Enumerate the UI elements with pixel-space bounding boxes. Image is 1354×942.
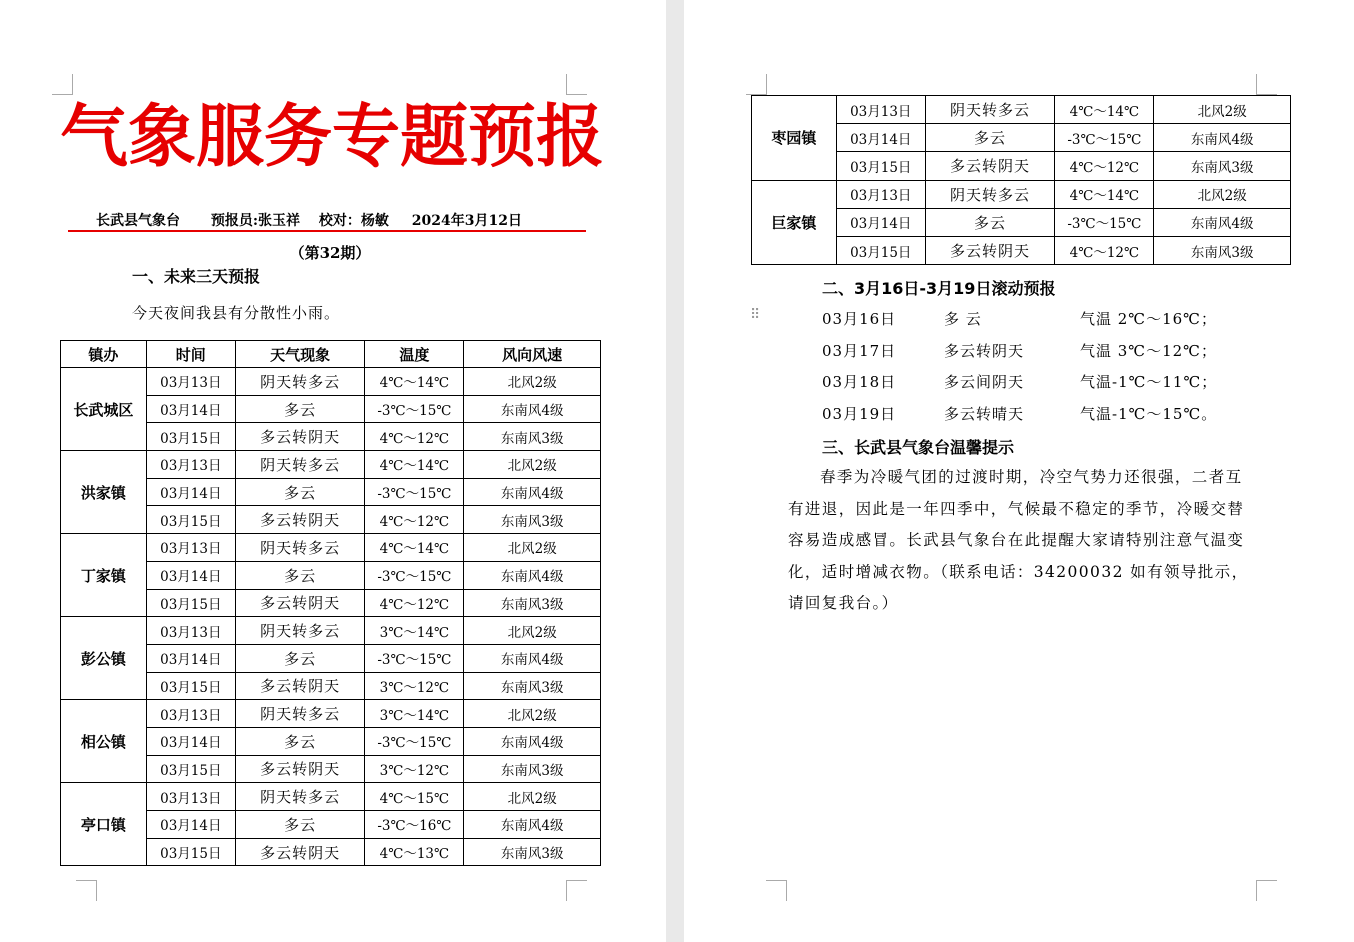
date-cell: 03月14日: [146, 727, 235, 755]
date-cell: 03月13日: [836, 96, 925, 124]
date-cell: 03月14日: [146, 644, 235, 672]
roll-weather: 多云间阴天: [944, 373, 1025, 391]
date-cell: 03月13日: [146, 783, 235, 811]
temperature-cell: -3℃～15℃: [365, 644, 464, 672]
wind-cell: 东南风3级: [464, 506, 601, 534]
weather-cell: 阴天转多云: [235, 451, 365, 479]
issue-date: 2024年3月12日: [411, 213, 522, 229]
town-name: 丁家镇: [61, 534, 147, 617]
wind-cell: 东南风4级: [464, 561, 601, 589]
weather-cell: 多云: [925, 124, 1055, 152]
wind-cell: 东南风4级: [464, 395, 601, 423]
move-handle-icon[interactable]: ⠿: [750, 307, 761, 323]
table-row: [61, 451, 601, 479]
temperature-cell: 3℃～14℃: [365, 700, 464, 728]
weather-cell: 多云: [235, 561, 365, 589]
temperature-cell: 4℃～14℃: [365, 451, 464, 479]
roll-temp: 气温-1℃～11℃；: [1080, 373, 1218, 391]
weather-cell: 多云: [235, 811, 365, 839]
weather-cell: 阴天转多云: [235, 783, 365, 811]
weather-cell: 多云转阴天: [235, 589, 365, 617]
table-row: [61, 700, 601, 728]
wind-cell: 东南风3级: [464, 589, 601, 617]
wind-cell: 北风2级: [464, 783, 601, 811]
weather-cell: 多云: [235, 395, 365, 423]
town-name: 洪家镇: [61, 451, 147, 534]
wind-cell: 北风2级: [464, 534, 601, 562]
wind-cell: 北风2级: [464, 368, 601, 396]
wind-cell: 东南风4级: [464, 644, 601, 672]
weather-cell: 多云: [235, 478, 365, 506]
wind-cell: 东南风4级: [1154, 124, 1291, 152]
date-cell: 03月15日: [146, 589, 235, 617]
temperature-cell: 4℃～14℃: [1055, 96, 1154, 124]
forecast-table: [60, 340, 601, 866]
temperature-cell: -3℃～15℃: [365, 727, 464, 755]
temperature-cell: 4℃～14℃: [1055, 180, 1154, 208]
table-header-row: [61, 341, 601, 368]
wind-cell: 北风2级: [1154, 96, 1291, 124]
column-header: 时间: [146, 341, 235, 368]
temperature-cell: 4℃～12℃: [365, 589, 464, 617]
byline: [70, 210, 586, 230]
wind-cell: 东南风3级: [464, 672, 601, 700]
weather-cell: 阴天转多云: [235, 534, 365, 562]
temperature-cell: -3℃～15℃: [365, 561, 464, 589]
date-cell: 03月14日: [146, 395, 235, 423]
section1-heading: 一、未来三天预报: [132, 267, 261, 286]
date-cell: 03月15日: [146, 506, 235, 534]
weather-cell: 多云: [235, 644, 365, 672]
town-name: 巨家镇: [752, 180, 837, 265]
proofreader: 校对：杨敏: [318, 213, 389, 229]
issue-number: （第32期）: [289, 244, 371, 262]
temperature-cell: -3℃～16℃: [365, 811, 464, 839]
roll-date: 03月19日: [822, 404, 897, 423]
table-row: [752, 96, 1291, 124]
town-name: 彭公镇: [61, 617, 147, 700]
column-header: 风向风速: [464, 341, 601, 368]
date-cell: 03月13日: [146, 451, 235, 479]
temperature-cell: 4℃～12℃: [365, 506, 464, 534]
wind-cell: 北风2级: [464, 451, 601, 479]
date-cell: 03月13日: [146, 368, 235, 396]
station-name: 长武县气象台: [96, 213, 180, 229]
weather-cell: 阴天转多云: [235, 368, 365, 396]
section3-body: 春季为冷暖气团的过渡时期，冷空气势力还很强，二者互有进退，因此是一年四季中，气候最不稳定的季节，冷暖交替容易造成感冒。长武县气象台在此提醒大家请特别注意气温变化，适时增减衣物。（联系电话：34200032 如有领导批示，请回复我台。）: [788, 468, 1249, 612]
town-name: 长武城区: [61, 368, 147, 451]
wind-cell: 东南风4级: [464, 478, 601, 506]
roll-date: 03月17日: [822, 341, 897, 360]
roll-temp: 气温 3℃～12℃；: [1080, 341, 1217, 360]
date-cell: 03月15日: [146, 423, 235, 451]
report-title: 气象服务专题预报: [60, 97, 605, 177]
column-header: 温度: [365, 341, 464, 368]
temperature-cell: 4℃～12℃: [1055, 236, 1154, 264]
roll-date: 03月18日: [822, 373, 897, 391]
temperature-cell: 4℃～15℃: [365, 783, 464, 811]
date-cell: 03月15日: [836, 236, 925, 264]
temperature-cell: -3℃～15℃: [1055, 208, 1154, 236]
title-rule: [68, 230, 586, 232]
table-row: [61, 783, 601, 811]
weather-cell: 多云转阴天: [925, 152, 1055, 180]
date-cell: 03月15日: [146, 838, 235, 866]
wind-cell: 北风2级: [1154, 180, 1291, 208]
temperature-cell: 4℃～13℃: [365, 838, 464, 866]
roll-date: 03月16日: [822, 310, 897, 328]
date-cell: 03月15日: [836, 152, 925, 180]
margin-corner-marker: [1256, 74, 1277, 95]
date-cell: 03月14日: [836, 208, 925, 236]
weather-cell: 多云转阴天: [235, 423, 365, 451]
wind-cell: 东南风3级: [1154, 152, 1291, 180]
town-name: 相公镇: [61, 700, 147, 783]
wind-cell: 东南风4级: [464, 811, 601, 839]
weather-cell: 多云转阴天: [235, 838, 365, 866]
weather-cell: 多云转阴天: [235, 755, 365, 783]
weather-cell: 阴天转多云: [235, 700, 365, 728]
roll-temp: 气温 2℃～16℃；: [1080, 310, 1217, 328]
temperature-cell: -3℃～15℃: [365, 395, 464, 423]
temperature-cell: -3℃～15℃: [1055, 124, 1154, 152]
town-name: 亭口镇: [61, 783, 147, 866]
date-cell: 03月15日: [146, 672, 235, 700]
weather-cell: 阴天转多云: [925, 180, 1055, 208]
date-cell: 03月14日: [146, 561, 235, 589]
date-cell: 03月13日: [146, 534, 235, 562]
date-cell: 03月14日: [146, 478, 235, 506]
section1-intro: 今天夜间我县有分散性小雨。: [132, 304, 341, 322]
weather-cell: 阴天转多云: [235, 617, 365, 645]
weather-cell: 阴天转多云: [925, 96, 1055, 124]
forecast-table-continued: [751, 95, 1291, 265]
roll-weather: 多 云: [944, 310, 982, 328]
temperature-cell: 4℃～14℃: [365, 368, 464, 396]
column-header: 天气现象: [235, 341, 365, 368]
wind-cell: 北风2级: [464, 617, 601, 645]
date-cell: 03月14日: [836, 124, 925, 152]
roll-weather: 多云转阴天: [944, 341, 1025, 360]
wind-cell: 东南风3级: [1154, 236, 1291, 264]
wind-cell: 东南风4级: [1154, 208, 1291, 236]
document-page-1: [0, 0, 666, 942]
section2-heading: 二、3月16日-3月19日滚动预报: [822, 279, 1056, 298]
date-cell: 03月13日: [146, 617, 235, 645]
forecaster: 预报员:张玉祥: [210, 213, 301, 229]
date-cell: 03月13日: [146, 700, 235, 728]
temperature-cell: -3℃～15℃: [365, 478, 464, 506]
date-cell: 03月14日: [146, 811, 235, 839]
roll-weather: 多云转晴天: [944, 404, 1025, 423]
table-row: [61, 617, 601, 645]
section3-heading: 三、长武县气象台温馨提示: [822, 438, 1015, 457]
margin-corner-marker: [766, 880, 787, 901]
wind-cell: 北风2级: [464, 700, 601, 728]
weather-cell: 多云转阴天: [235, 506, 365, 534]
temperature-cell: 3℃～14℃: [365, 617, 464, 645]
temperature-cell: 4℃～14℃: [365, 534, 464, 562]
wind-cell: 东南风3级: [464, 838, 601, 866]
town-name: 枣园镇: [752, 96, 837, 181]
weather-cell: 多云: [925, 208, 1055, 236]
table-row: [752, 180, 1291, 208]
temperature-cell: 3℃～12℃: [365, 755, 464, 783]
column-header: 镇办: [61, 341, 147, 368]
wind-cell: 东南风4级: [464, 727, 601, 755]
table-row: [61, 368, 601, 396]
date-cell: 03月15日: [146, 755, 235, 783]
margin-corner-marker: [1256, 880, 1277, 901]
weather-cell: 多云转阴天: [235, 672, 365, 700]
margin-corner-marker: [566, 880, 587, 901]
margin-corner-marker: [746, 74, 767, 95]
temperature-cell: 4℃～12℃: [365, 423, 464, 451]
date-cell: 03月13日: [836, 180, 925, 208]
wind-cell: 东南风3级: [464, 423, 601, 451]
table-row: [61, 534, 601, 562]
temperature-cell: 3℃～12℃: [365, 672, 464, 700]
roll-temp: 气温-1℃～15℃。: [1080, 404, 1218, 423]
weather-cell: 多云转阴天: [925, 236, 1055, 264]
weather-cell: 多云: [235, 727, 365, 755]
wind-cell: 东南风3级: [464, 755, 601, 783]
temperature-cell: 4℃～12℃: [1055, 152, 1154, 180]
margin-corner-marker: [76, 880, 97, 901]
document-page-2: [684, 0, 1354, 942]
